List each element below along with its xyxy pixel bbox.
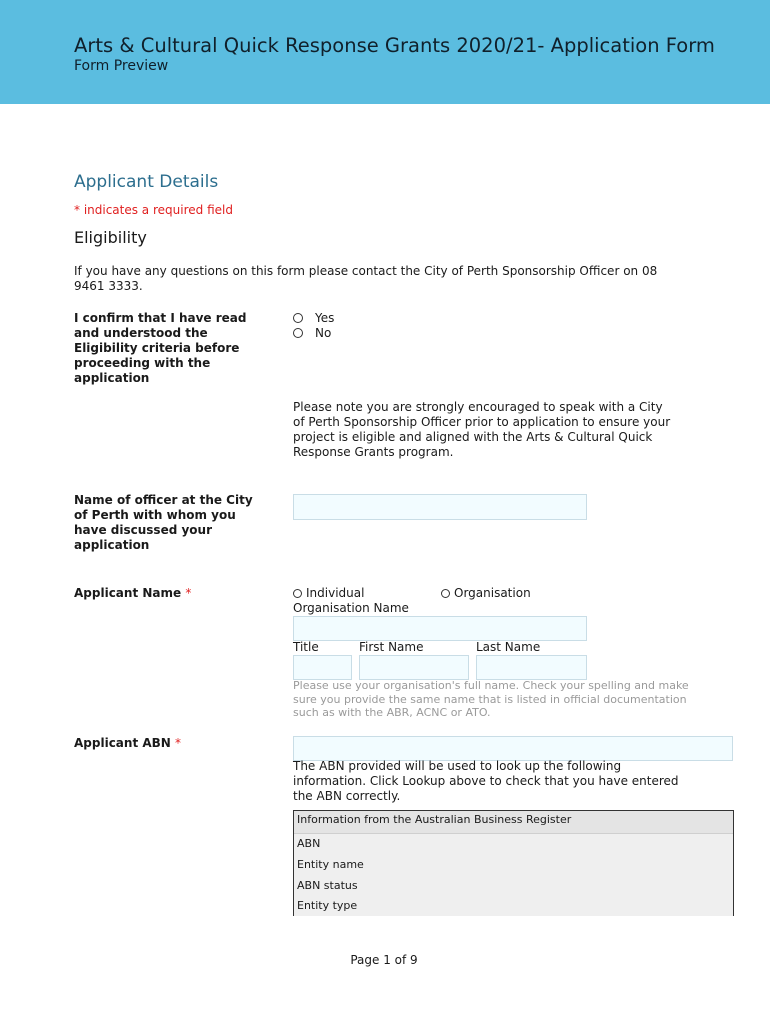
abr-row-entity-name: Entity name (297, 857, 364, 871)
last-name-label: Last Name (476, 640, 541, 654)
abr-row-abn: ABN (297, 837, 321, 850)
abn-input[interactable] (293, 736, 733, 761)
abn-note: The ABN provided will be used to look up the following information. Click Lookup above to check that you have entered the ABN correctly. (293, 759, 679, 803)
page-number (0, 953, 770, 967)
radio-circle-icon[interactable] (293, 589, 302, 598)
abr-header: Information from the Australian Business Register (294, 811, 733, 834)
abr-information-box (293, 810, 734, 916)
required-mark: * (185, 586, 192, 600)
radio-individual[interactable] (293, 586, 364, 600)
form-subtitle: Form Preview (74, 58, 169, 74)
subsection-title: Eligibility (74, 228, 147, 247)
required-mark: * (175, 736, 182, 750)
section-title: Applicant Details (74, 172, 219, 192)
title-input[interactable] (293, 655, 352, 680)
radio-yes[interactable] (293, 311, 334, 325)
radio-no-label: No (315, 326, 332, 340)
officer-label: Name of officer at the City of Perth with whom you have discussed your application (74, 493, 253, 552)
eligibility-label: I confirm that I have read and understood the Eligibility criteria before proceeding with the application (74, 311, 247, 385)
radio-organisation-label: Organisation (454, 586, 531, 600)
eligibility-note: Please note you are strongly encouraged to speak with a City of Perth Sponsorship Officer prior to application to ensure your project is eligible and aligned with the Arts & Cultural Quick Response Grants program. (293, 400, 671, 459)
abr-row-entity-type: Entity type (297, 899, 358, 913)
organisation-name-label: Organisation Name (293, 601, 409, 615)
radio-no[interactable] (293, 326, 331, 340)
radio-organisation[interactable] (441, 586, 531, 600)
applicant-name-label-text: Applicant Name (74, 586, 182, 600)
radio-circle-icon[interactable] (441, 589, 450, 598)
abr-row-abn-status: ABN status (297, 878, 358, 892)
first-name-label: First Name (359, 640, 424, 654)
applicant-name-label (74, 586, 264, 601)
radio-circle-icon[interactable] (293, 328, 303, 338)
radio-circle-icon[interactable] (293, 313, 303, 323)
organisation-name-input[interactable] (293, 616, 587, 641)
last-name-input[interactable] (476, 655, 587, 680)
form-title: Arts & Cultural Quick Response Grants 2020/21- Application Form (74, 34, 715, 57)
radio-yes-label: Yes (315, 311, 335, 325)
page-number-text: Page 1 of 9 (350, 953, 418, 967)
abn-label (74, 736, 264, 751)
intro-text: If you have any questions on this form please contact the City of Perth Sponsorship Officer on 08 9461 3333. (74, 264, 658, 293)
officer-name-input[interactable] (293, 494, 587, 520)
first-name-input[interactable] (359, 655, 469, 680)
required-field-note: * indicates a required field (74, 203, 233, 217)
radio-individual-label: Individual (306, 586, 365, 600)
title-label: Title (293, 640, 319, 654)
applicant-name-hint: Please use your organisation's full name. Check your spelling and make sure you provide the same name that is listed in official documentation such as with the ABR, ACNC or ATO. (293, 679, 689, 719)
abn-label-text: Applicant ABN (74, 736, 171, 750)
